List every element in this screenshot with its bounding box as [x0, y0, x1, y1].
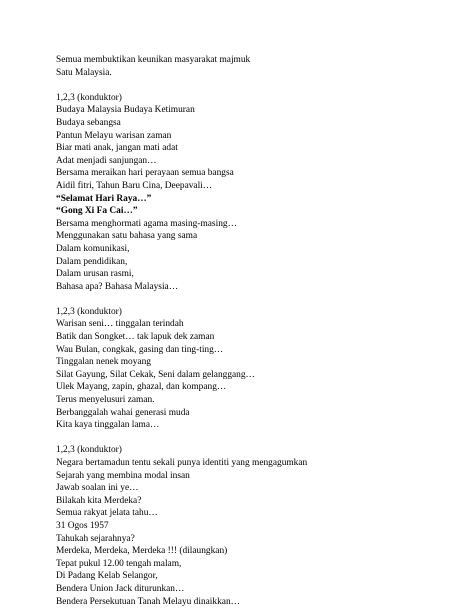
- text-line: 1,2,3 (konduktor): [56, 445, 122, 456]
- text-line: Wau Bulan, congkak, gasing dan ting-ting…: [56, 344, 224, 355]
- text-line: Berbanggalah wahai generasi muda: [56, 407, 190, 418]
- stanza: [56, 92, 456, 294]
- text-line: Merdeka, Merdeka, Merdeka !!! (dilaungkan): [56, 546, 228, 557]
- poem-text: [56, 54, 456, 608]
- text-line: Negara bertamadun tentu sekali punya identiti yang mengagumkan: [56, 458, 308, 468]
- text-line: Terus menyelusuri zaman.: [56, 395, 155, 406]
- text-line: “Selamat Hari Raya…”: [56, 193, 152, 204]
- text-line: Bilakah kita Merdeka?: [56, 495, 142, 506]
- text-line: Pantun Melayu warisan zaman: [56, 130, 172, 141]
- text-line: Ulek Mayang, zapin, ghazal, dan kompang…: [56, 382, 227, 393]
- text-line: Batik dan Songket… tak lapuk dek zaman: [56, 332, 215, 343]
- stanza-gap: [56, 293, 456, 306]
- text-line: Bendera Persekutuan Tanah Melayu dinaikkan…: [56, 596, 241, 607]
- text-line: Adat menjadi sanjungan…: [56, 155, 157, 166]
- text-line: 31 Ogos 1957: [56, 520, 109, 531]
- text-line: Jawab soalan ini ye…: [56, 483, 139, 494]
- text-line: Tinggalan nenek moyang: [56, 357, 151, 368]
- text-line: “Gong Xi Fa Cai…”: [56, 206, 138, 217]
- text-line: Biar mati anak, jangan mati adat: [56, 143, 178, 154]
- text-line: 1,2,3 (konduktor): [56, 306, 122, 317]
- stanza: [56, 444, 456, 608]
- text-line: Satu Malaysia.: [56, 67, 112, 78]
- text-line: Budaya sebangsa: [56, 117, 121, 128]
- text-line: Bahasa apa? Bahasa Malaysia…: [56, 281, 179, 292]
- text-line: Budaya Malaysia Budaya Ketimuran: [56, 105, 195, 116]
- text-line: Warisan seni… tinggalan terindah: [56, 319, 184, 330]
- text-line: Di Padang Kelab Selangor,: [56, 571, 158, 582]
- text-line: Bendera Union Jack diturunkan…: [56, 583, 185, 594]
- text-line: Dalam pendidikan,: [56, 256, 128, 267]
- text-line: Tepat pukul 12.00 tengah malam,: [56, 558, 182, 569]
- text-line: Kita kaya tinggalan lama…: [56, 420, 160, 431]
- text-line: Dalam urusan rasmi,: [56, 269, 134, 280]
- text-line: 1,2,3 (konduktor): [56, 92, 122, 103]
- text-line: Menggunakan satu bahasa yang sama: [56, 231, 198, 242]
- stanza: [56, 306, 456, 432]
- text-line: Bersama menghormati agama masing-masing…: [56, 218, 237, 229]
- stanza-gap: [56, 432, 456, 445]
- text-line: Semua membuktikan keunikan masyarakat majmuk: [56, 55, 251, 65]
- text-line: Dalam komunikasi,: [56, 243, 130, 254]
- text-line: Sejarah yang membina modal insan: [56, 470, 190, 481]
- text-line: Bersama meraikan hari perayaan semua bangsa: [56, 168, 234, 179]
- text-line: Tahukah sejarahnya?: [56, 533, 135, 544]
- text-line: Silat Gayung, Silat Cekak, Seni dalam gelanggang…: [56, 369, 255, 380]
- stanza-gap: [56, 79, 456, 92]
- stanza: [56, 54, 456, 79]
- text-line: Aidil fitri, Tahun Baru Cina, Deepavali…: [56, 180, 213, 191]
- text-line: Semua rakyat jelata tahu…: [56, 508, 158, 519]
